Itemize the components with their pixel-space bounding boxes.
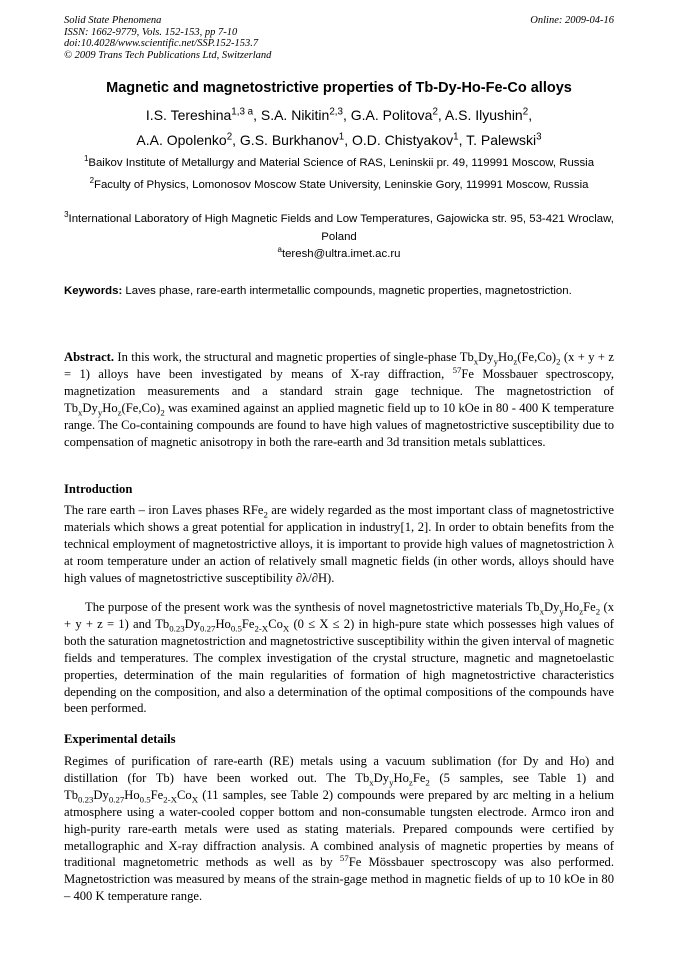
paper-title: Magnetic and magnetostrictive properties of Tb-Dy-Ho-Fe-Co alloys <box>106 80 572 96</box>
author-name: S.A. Nikitin <box>260 107 330 123</box>
journal-header <box>64 15 271 61</box>
author-list <box>40 103 638 153</box>
section-heading-introduction: Introduction <box>64 482 133 496</box>
abstract-label: Abstract. <box>64 350 115 364</box>
experimental-paragraph-1: Regimes of purification of rare-earth (RE) metals using a vacuum sublimation (for Dy and Ho) and distillation (for Tb) have been worked out. The $Tb_xDy_yHo_zFe_2$ (5 samples, see Table 1) and $Tb_{0.23}Dy_{0.27}Ho_{0.5}Fe_{2-X}Co_X$ (11 samples, see Table 2) compounds were prepared by arc melting in a helium atmosphere using a water-cooled copper bottom and non-consumable tungsten electrode. Armco iron and high-purity rare-earth metals were used as stating materials. Prepared compounds were certified by metallographic and X-ray diffraction analysis. A combined analysis of magnetic properties by means of traditional magnetometric methods as well as by $^{57}$Fe Mössbauer spectroscopy was also performed. Magnetostriction was measured by means of the strain-gage method in magnetic fields of up to 10 kOe in 80 – 400 K temperature range. <box>64 754 614 904</box>
introduction-paragraph-1: The rare earth – iron Laves phases RFe$_2$ are widely regarded as the most important class of magnetostrictive materials which shows a great potential for application in industry[1, 2]. In order to obtain benefits from the technical employment of magnetostrictive alloys, it is important to provide high values of magnetostriction λ at room temperature under an action of relatively small magnetic fields (in other words, alloys should have high values of magnetostrictive susceptibility ∂λ/∂H). <box>64 503 614 585</box>
affiliation-1: $^1$Baikov Institute of Metallurgy and Material Science of RAS, Leninskii pr. 49, 119991 Moscow, Russia <box>83 154 595 169</box>
author-name: G.A. Politova <box>350 107 433 123</box>
keywords-label: Keywords: <box>64 285 123 297</box>
online-date: Online: 2009-04-16 <box>530 15 614 26</box>
keywords: Keywords: Laves phase, rare-earth intermetallic compounds, magnetic properties, magnetostriction. <box>64 285 572 297</box>
author-name: T. Palewski <box>466 132 537 148</box>
issn-line: ISSN: 1662-9779, Vols. 152-153, pp 7-10 <box>64 26 238 38</box>
email-line: $^a$teresh@ultra.imet.ac.ru <box>277 245 401 260</box>
affiliation-2: $^2$Faculty of Physics, Lomonosov Moscow State University, Leninskie Gory, 119991 Moscow, Russia <box>89 176 589 191</box>
copyright-line: © 2009 Trans Tech Publications Ltd, Switzerland <box>64 49 272 61</box>
author-line-1: I.S. Tereshina$^{1,3 a}$, S.A. Nikitin$^{2,3}$, G.A. Politova$^2$, A.S. Ilyushin$^2$, <box>145 106 533 123</box>
author-name: G.S. Burkhanov <box>239 132 339 148</box>
author-name: I.S. Tereshina <box>145 107 232 123</box>
journal-name: Solid State Phenomena <box>64 15 162 26</box>
section-heading-experimental: Experimental details <box>64 732 176 746</box>
author-line-2: A.A. Opolenko$^2$, G.S. Burkhanov$^1$, O.D. Chistyakov$^1$, T. Palewski$^3$ <box>136 131 542 148</box>
author-name: A.S. Ilyushin <box>444 107 523 123</box>
doi-line: doi:10.4028/www.scientific.net/SSP.152-153.7 <box>64 38 259 49</box>
abstract: Abstract. In this work, the structural and magnetic properties of single-phase $Tb_xDy_yHo_z(Fe,Co)_2$ (x + y + z = 1) alloys have been investigated by means of X-ray diffraction, $^{57}$Fe Mossbauer spectroscopy, magnetization measurements and a standard strain gage technique. The magnetostriction of $Tb_xDy_yHo_z(Fe,Co)_2$ was examined against an applied magnetic field up to 10 kOe in 80 - 400 K temperature range. The Co-containing compounds are found to have high values of magnetostrictive susceptibility due to compensation of magnetic anisotropy in both the rare-earth and 3d transition metals sublattices. <box>64 350 615 449</box>
affiliation-3: $^3$International Laboratory of High Magnetic Fields and Low Temperatures, Gajowicka str. 95, 53-421 Wroclaw, Poland <box>64 210 614 243</box>
author-name: O.D. Chistyakov <box>351 132 454 148</box>
author-name: A.A. Opolenko <box>136 132 227 148</box>
introduction-paragraph-2: The purpose of the present work was the synthesis of novel magnetostrictive materials $Tb_xDy_yHo_zFe_2$ (x + y + z = 1) and $Tb_{0.23}Dy_{0.27}Ho_{0.5}Fe_{2-X}Co_X$ (0 ≤ X ≤ 2) in high-pure state which possesses high values of both the saturation magnetostriction and magnetostrictive susceptibility within the given interval of magnetic fields and temperatures. The complex investigation of the crystal structure, magnetic and magnetoelastic properties, determination of the main regularities of formation of high magnetostrictive characteristics depending on the composition, and also a determination of the optimal compositions of the compounds have been performed. <box>64 600 615 716</box>
